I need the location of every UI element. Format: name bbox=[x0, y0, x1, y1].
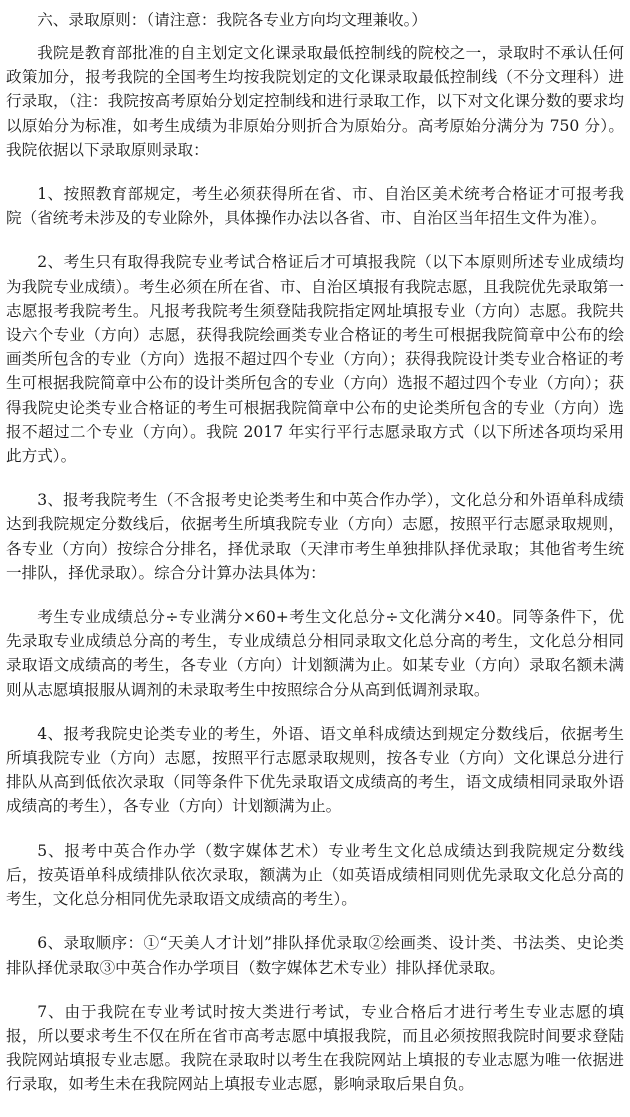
rule-3-paragraph: 3、报考我院考生（不含报考史论类考生和中英合作办学），文化总分和外语单科成绩达到我院规定分数线后，依据考生所填我院专业（方向）志愿，按照平行志愿录取规则，各专业（方向）按综合分排名，择优录取（天津市考生单独排队择优录取；其他省考生统一排队，择优录取）。综合分计算办法具体为： bbox=[6, 491, 624, 582]
rule-6-paragraph: 6、录取顺序：①“天美人才计划”排队择优录取②绘画类、设计类、书法类、史论类排队择优录取③中英合作办学项目（数字媒体艺术专业）排队择优录取。 bbox=[6, 934, 624, 977]
rule-7-paragraph: 7、由于我院在专业考试时按大类进行考试，专业合格后才进行考生专业志愿的填报，所以要求考生不仅在所在省市高考志愿中填报我院，而且必须按照我院时间要求登陆我院网站填报专业志愿。我院在录取时以考生在我院网站上填报的专业志愿为唯一依据进行录取，如考生未在我院网站上填报专业志愿，影响录取后果自负。 bbox=[6, 1002, 624, 1094]
admission-principles-document bbox=[6, 8, 624, 1117]
rule-2-paragraph: 2、考生只有取得我院专业考试合格证后才可填报我院（以下本原则所述专业成绩均为我院专业成绩）。考生必须在所在省、市、自治区填报有我院志愿，且我院优先录取第一志愿报考我院考生。凡报考我院考生须登陆我院指定网址填报专业（方向）志愿。我院共设六个专业（方向）志愿，获得我院绘画类专业合格证的考生可根据我院简章中公布的绘画类所包含的专业（方向）选报不超过四个专业（方向）；获得我院设计类专业合格证的考生可根据我院简章中公布的设计类所包含的专业（方向）选报不超过四个专业（方向）；获得我院史论类专业合格证的考生可根据我院简章中公布的史论类所包含的专业（方向）选报不超过二个专业（方向）。我院 2017 年实行平行志愿录取方式（以下所述各项均采用此方式）。 bbox=[6, 253, 624, 466]
formula-paragraph: 考生专业成绩总分÷专业满分×60+考生文化总分÷文化满分×40。同等条件下，优先录取专业成绩总分高的考生，专业成绩总分相同录取文化总分高的考生，文化总分相同录取语文成绩高的考生，各专业（方向）计划额满为止。如某专业（方向）录取名额未满则从志愿填报服从调剂的未录取考生中按照综合分从高到低调剂录取。 bbox=[6, 608, 624, 699]
rule-1-paragraph: 1、按照教育部规定，考生必须获得所在省、市、自治区美术统考合格证才可报考我院（省统考未涉及的专业除外，具体操作办法以各省、市、自治区当年招生文件为准）。 bbox=[6, 185, 624, 228]
section-heading: 六、录取原则：（请注意：我院各专业方向均文理兼收。） bbox=[37, 11, 428, 29]
rule-5-paragraph: 5、报考中英合作办学（数字媒体艺术）专业考生文化总成绩达到我院规定分数线后，按英语单科成绩排队依次录取，额满为止（如英语成绩相同则优先录取文化总分高的考生，文化总分相同优先录取语文成绩高的考生）。 bbox=[6, 841, 624, 909]
rule-4-paragraph: 4、报考我院史论类专业的考生，外语、语文单科成绩达到规定分数线后，依据考生所填我院专业（方向）志愿，按照平行志愿录取规则，按各专业（方向）文化课总分进行排队从高到低依次录取（同等条件下优先录取语文成绩高的考生，语文成绩相同录取外语成绩高的考生），各专业（方向）计划额满为止。 bbox=[6, 724, 624, 816]
intro-paragraph: 我院是教育部批准的自主划定文化课录取最低控制线的院校之一，录取时不承认任何政策加分，报考我院的全国考生均按我院划定的文化课录取最低控制线（不分文理科）进行录取，（注：我院按高考原始分划定控制线和进行录取工作，以下对文化课分数的要求均以原始分为标准，如考生成绩为非原始分则折合为原始分。高考原始分满分为 750 分）。我院依据以下录取原则录取： bbox=[6, 44, 624, 159]
